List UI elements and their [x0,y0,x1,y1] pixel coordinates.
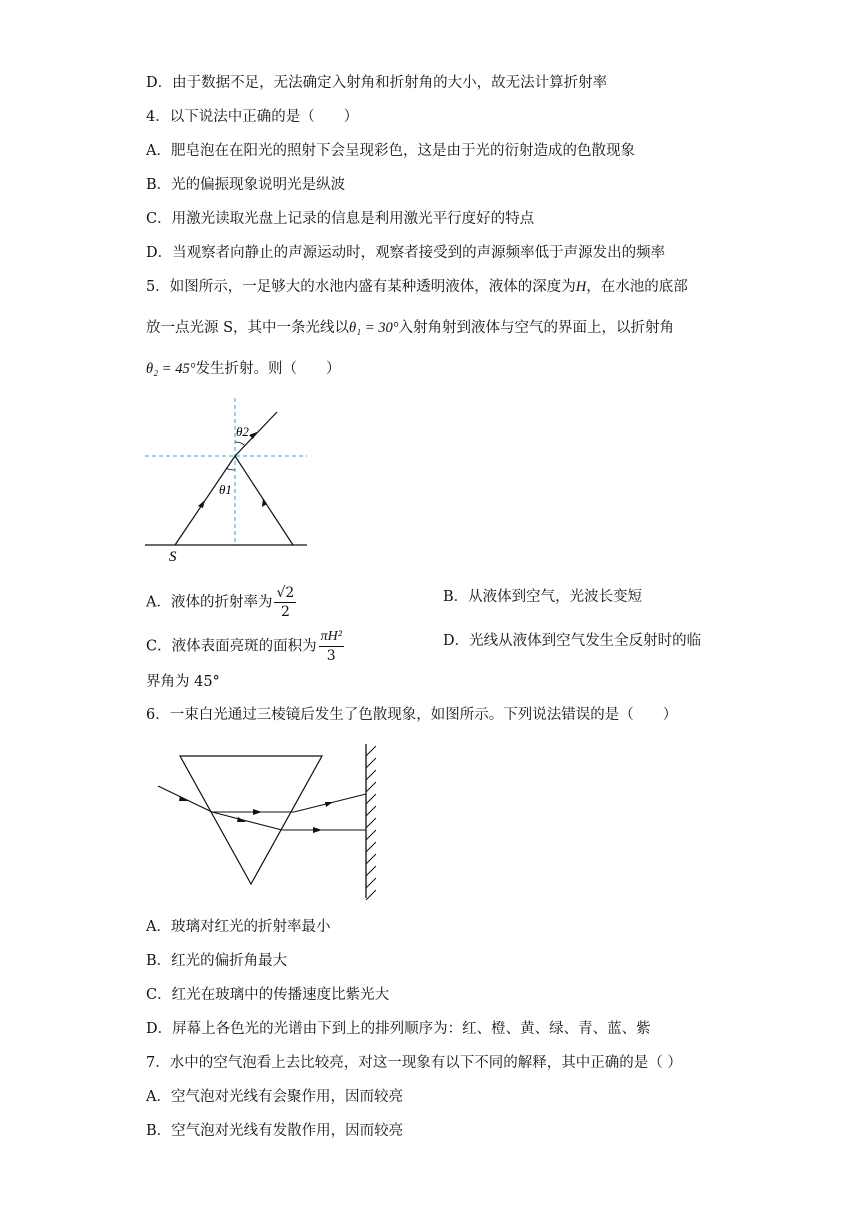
upper-inner-arrow [253,809,262,815]
q5-option-c [146,628,346,665]
q5-option-d: D．光线从液体到空气发生全反射时的临 [443,633,702,649]
lower-inner-ray [212,812,282,830]
q5-option-a-text: A．液体的折射率为 [146,594,273,611]
incident-arrow [198,500,205,508]
refraction-diagram [145,398,315,566]
q5-stem-text: 5．如图所示，一足够大的水池内盛有某种透明液体，液体的深度为 [146,279,576,295]
frac-denominator: 3 [326,648,336,664]
q4-option-c: C．用激光读取光盘上记录的信息是利用激光平行度好的特点 [146,211,535,227]
theta1-arc [226,468,235,470]
q5-option-d-cont: 界角为 45° [146,674,220,690]
q6-option-a: A．玻璃对红光的折射率最小 [146,919,331,935]
q6-option-d: D．屏幕上各色光的光谱由下到上的排列顺序为：红、橙、黄、绿、青、蓝、紫 [146,1021,651,1037]
theta2-arc [235,442,245,446]
upper-exit-arrow [325,802,333,807]
q5-option-a-fraction [274,584,296,621]
theta1-label: θ1 [219,482,232,497]
screen-hatching [366,746,376,900]
theta2-label: θ2 [236,424,249,439]
q6-stem: 6．一束白光通过三棱镜后发生了色散现象，如图所示。下列说法错误的是（ ） [146,707,678,723]
q5-option-b: B．从液体到空气，光波长变短 [443,589,643,605]
q4-option-a: A．肥皂泡在在阳光的照射下会呈现彩色，这是由于光的衍射造成的色散现象 [146,143,635,159]
prism [180,756,322,884]
q5-depth-var: H [575,279,587,295]
q5-stem-text4: 发生折射。则（ ） [195,361,341,377]
q5-stem-text3: 入射角射到液体与空气的界面上，以折射角 [398,320,675,336]
q7-option-b: B．空气泡对光线有发散作用，因而较亮 [146,1123,404,1139]
q6-option-b: B．红光的偏折角最大 [146,953,288,969]
q4-option-d: D．当观察者向静止的声源运动时，观察者接受到的声源频率低于声源发出的频率 [146,245,666,261]
frac-numerator: √2 [276,585,295,601]
q4-option-b: B．光的偏振现象说明光是纵波 [146,177,346,193]
q5-option-c-text: C．液体表面亮斑的面积为 [146,638,317,655]
frac-numerator: πH² [319,628,344,647]
q5-theta1-eq: θ₁ = 30° [349,320,399,336]
q5-stem-text2: 放一点光源 S，其中一条光线以 [146,320,350,336]
frac-denominator: 2 [280,604,290,620]
source-label: S [169,549,177,565]
q6-option-c: C．红光在玻璃中的传播速度比紫光大 [146,987,390,1003]
q5-stem-end: ，在水池的底部 [586,279,688,295]
q5-theta2-eq: θ₂ = 45° [146,361,196,377]
prism-diagram [150,742,382,902]
q7-option-a: A．空气泡对光线有会聚作用，因而较亮 [146,1089,403,1105]
q7-stem: 7．水中的空气泡看上去比较亮，对这一现象有以下不同的解释，其中正确的是（ ） [146,1055,682,1071]
incident-arrow [179,796,188,801]
q5-stem-line1 [146,277,688,297]
q3-option-d: D．由于数据不足，无法确定入射角和折射角的大小，故无法计算折射率 [146,75,608,91]
q5-option-a [146,584,298,621]
q5-option-c-fraction [319,628,344,665]
lower-inner-arrow [237,817,246,822]
refracted-arrow [249,432,257,439]
q5-stem-line3 [146,359,341,379]
q5-stem-line2 [146,318,674,338]
incident-ray [175,456,235,545]
lower-exit-arrow [313,827,322,833]
q4-stem: 4．以下说法中正确的是（ ） [146,109,359,125]
